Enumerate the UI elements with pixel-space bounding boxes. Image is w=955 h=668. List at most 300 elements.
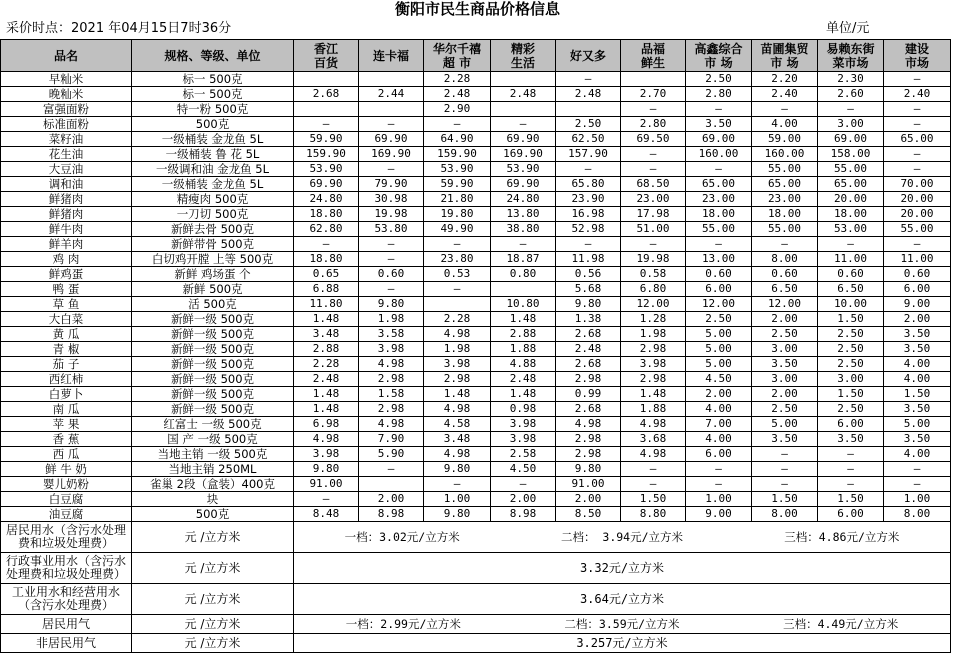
price-cell: 53.00	[818, 222, 884, 237]
price-cell: 11.98	[556, 252, 621, 267]
product-name: 花生油	[1, 147, 132, 162]
price-cell: 7.00	[686, 417, 752, 432]
price-cell: —	[359, 462, 424, 477]
price-cell: 2.58	[491, 447, 556, 462]
price-cell: 55.00	[686, 222, 752, 237]
price-cell: 65.00	[686, 177, 752, 192]
column-header: 苗圃集贸 市 场	[752, 40, 818, 72]
price-cell: 69.90	[359, 132, 424, 147]
table-row	[1, 432, 951, 447]
price-cell: 6.98	[294, 417, 359, 432]
utility-name: 工业用水和经营用水（含污水处理费）	[1, 584, 132, 615]
price-cell: 4.00	[752, 117, 818, 132]
product-name: 西红柿	[1, 372, 132, 387]
utility-price: 3.32元/立方米	[294, 553, 951, 584]
price-cell: 55.00	[884, 222, 951, 237]
price-cell: 3.00	[818, 372, 884, 387]
product-spec: 当地主销 一级 500克	[132, 447, 294, 462]
price-cell: 1.38	[556, 312, 621, 327]
product-spec: 500克	[132, 507, 294, 522]
price-cell: —	[884, 462, 951, 477]
price-cell: 169.90	[491, 147, 556, 162]
price-cell: 12.00	[686, 297, 752, 312]
product-spec: 新鲜一级 500克	[132, 342, 294, 357]
price-cell: 6.50	[818, 282, 884, 297]
price-cell: 8.80	[621, 507, 686, 522]
table-row	[1, 177, 951, 192]
price-cell: —	[884, 117, 951, 132]
price-cell: 5.00	[752, 417, 818, 432]
price-cell: 159.90	[294, 147, 359, 162]
product-spec: 新鲜一级 500克	[132, 327, 294, 342]
price-cell: —	[359, 162, 424, 177]
price-cell: 38.80	[491, 222, 556, 237]
price-cell: 69.00	[686, 132, 752, 147]
price-cell: —	[818, 477, 884, 492]
table-row	[1, 477, 951, 492]
column-header: 好又多	[556, 40, 621, 72]
price-cell: 2.98	[359, 402, 424, 417]
table-row	[1, 327, 951, 342]
price-cell: 9.80	[424, 462, 491, 477]
price-cell: 2.50	[818, 327, 884, 342]
price-cell: 2.44	[359, 87, 424, 102]
table-row	[1, 372, 951, 387]
price-cell: 18.87	[491, 252, 556, 267]
price-cell: 2.80	[621, 117, 686, 132]
utility-price: 3.64元/立方米	[294, 584, 951, 615]
price-cell: 3.98	[359, 342, 424, 357]
price-cell: 2.98	[621, 372, 686, 387]
price-cell	[491, 102, 556, 117]
price-cell: 0.60	[359, 267, 424, 282]
column-header: 华尔千禧 超 市	[424, 40, 491, 72]
price-cell: 4.98	[424, 402, 491, 417]
price-cell: 2.00	[359, 492, 424, 507]
product-spec: 精瘦肉 500克	[132, 192, 294, 207]
price-cell: 2.00	[752, 312, 818, 327]
price-cell: 65.00	[818, 177, 884, 192]
price-cell: 1.88	[621, 402, 686, 417]
price-cell: 2.60	[818, 87, 884, 102]
price-cell: —	[621, 147, 686, 162]
price-cell: 9.80	[556, 297, 621, 312]
price-cell: 69.90	[294, 177, 359, 192]
price-cell: 59.90	[424, 177, 491, 192]
price-cell: 0.80	[491, 267, 556, 282]
price-cell	[556, 102, 621, 117]
price-cell: 3.50	[752, 432, 818, 447]
price-cell: 49.90	[424, 222, 491, 237]
price-cell: 160.00	[752, 147, 818, 162]
price-cell: 5.00	[884, 417, 951, 432]
table-row	[1, 387, 951, 402]
price-cell: 2.40	[752, 87, 818, 102]
price-cell: 2.00	[686, 387, 752, 402]
table-row	[1, 237, 951, 252]
price-cell: —	[884, 147, 951, 162]
price-cell: 2.68	[556, 357, 621, 372]
price-cell: 3.48	[294, 327, 359, 342]
price-cell: 2.90	[424, 102, 491, 117]
price-cell: 53.90	[491, 162, 556, 177]
utility-price	[294, 615, 951, 634]
price-cell: 158.00	[818, 147, 884, 162]
price-cell: 160.00	[686, 147, 752, 162]
product-spec: 500克	[132, 117, 294, 132]
product-spec: 一级桶装 金龙鱼 5L	[132, 177, 294, 192]
price-cell: 5.00	[686, 327, 752, 342]
price-cell	[491, 282, 556, 297]
table-row	[1, 252, 951, 267]
price-cell: 3.98	[621, 357, 686, 372]
price-cell: 2.98	[556, 447, 621, 462]
column-header: 规格、等级、单位	[132, 40, 294, 72]
product-name: 白萝卜	[1, 387, 132, 402]
price-cell: —	[424, 117, 491, 132]
price-cell: 9.00	[686, 507, 752, 522]
price-cell: —	[818, 102, 884, 117]
price-cell: 6.00	[818, 417, 884, 432]
price-cell: —	[884, 162, 951, 177]
product-name: 菜籽油	[1, 132, 132, 147]
product-name: 西 瓜	[1, 447, 132, 462]
price-cell: 4.98	[359, 357, 424, 372]
price-cell: 3.50	[884, 327, 951, 342]
price-cell: 9.80	[359, 297, 424, 312]
column-header: 易赖东街 菜市场	[818, 40, 884, 72]
price-cell: 55.00	[752, 222, 818, 237]
price-cell: 4.98	[359, 417, 424, 432]
product-spec: 新鲜一级 500克	[132, 312, 294, 327]
price-cell: 2.68	[556, 327, 621, 342]
price-cell: —	[686, 477, 752, 492]
product-spec: 新鲜去骨 500克	[132, 222, 294, 237]
price-cell: 91.00	[294, 477, 359, 492]
price-cell: 8.50	[556, 507, 621, 522]
product-spec: 一级调和油 金龙鱼 5L	[132, 162, 294, 177]
price-body	[1, 72, 951, 522]
table-row	[1, 267, 951, 282]
price-cell: 4.58	[424, 417, 491, 432]
table-row	[1, 192, 951, 207]
product-spec: 一刀切 500克	[132, 207, 294, 222]
price-cell: 4.50	[491, 462, 556, 477]
utility-row	[1, 634, 951, 653]
price-cell: 0.53	[424, 267, 491, 282]
price-cell: 2.50	[818, 342, 884, 357]
price-cell: 0.60	[818, 267, 884, 282]
price-cell: 2.88	[491, 327, 556, 342]
price-cell: 20.00	[884, 207, 951, 222]
utility-row	[1, 615, 951, 634]
price-cell: 1.48	[621, 387, 686, 402]
price-cell: 2.28	[424, 312, 491, 327]
price-cell: 6.00	[686, 282, 752, 297]
product-name: 白豆腐	[1, 492, 132, 507]
column-header: 香江 百货	[294, 40, 359, 72]
utility-unit: 元 /立方米	[132, 553, 294, 584]
price-cell: 3.98	[491, 417, 556, 432]
price-cell: 53.80	[359, 222, 424, 237]
price-cell: 20.00	[884, 192, 951, 207]
price-cell: 2.80	[686, 87, 752, 102]
price-cell: 52.98	[556, 222, 621, 237]
price-cell: 51.00	[621, 222, 686, 237]
price-cell: —	[294, 492, 359, 507]
product-spec: 新鲜一级 500克	[132, 402, 294, 417]
price-cell: 1.00	[884, 492, 951, 507]
product-name: 晚籼米	[1, 87, 132, 102]
price-cell: —	[491, 477, 556, 492]
price-cell: 23.90	[556, 192, 621, 207]
price-cell: 19.98	[621, 252, 686, 267]
product-name: 鸭 蛋	[1, 282, 132, 297]
price-cell: 7.90	[359, 432, 424, 447]
tier-price: 二档：3.59元/立方米	[564, 616, 680, 631]
price-cell: 9.80	[294, 462, 359, 477]
table-row	[1, 342, 951, 357]
price-cell: 3.48	[424, 432, 491, 447]
price-cell	[491, 72, 556, 87]
price-cell: 159.90	[424, 147, 491, 162]
tier-price: 一档：3.02元/立方米	[344, 529, 460, 544]
product-spec: 一级桶装 金龙鱼 5L	[132, 132, 294, 147]
price-cell: 23.00	[621, 192, 686, 207]
column-header: 精彩 生活	[491, 40, 556, 72]
table-row	[1, 147, 951, 162]
price-cell: 4.98	[294, 432, 359, 447]
price-cell: 0.99	[556, 387, 621, 402]
price-cell: 0.60	[686, 267, 752, 282]
product-name: 鸡 肉	[1, 252, 132, 267]
utility-unit: 元 /立方米	[132, 615, 294, 634]
price-cell	[359, 102, 424, 117]
price-cell: 20.00	[818, 192, 884, 207]
price-cell: —	[491, 117, 556, 132]
price-cell: 4.00	[884, 357, 951, 372]
price-cell: 10.00	[818, 297, 884, 312]
utility-name: 非居民用气	[1, 634, 132, 653]
price-table	[0, 39, 951, 653]
product-spec: 雀巢 2段（盒装）400克	[132, 477, 294, 492]
price-cell: 1.48	[294, 402, 359, 417]
price-cell: 70.00	[884, 177, 951, 192]
price-cell: 59.90	[294, 132, 359, 147]
utility-body	[1, 522, 951, 653]
price-cell: 13.00	[686, 252, 752, 267]
price-cell: 2.48	[294, 372, 359, 387]
page-title: 衡阳市民生商品价格信息	[394, 0, 560, 18]
price-cell: 5.00	[686, 357, 752, 372]
utility-name: 居民用水（含污水处理费和垃圾处理费）	[1, 522, 132, 553]
price-cell: —	[424, 282, 491, 297]
utility-price: 3.257元/立方米	[294, 634, 951, 653]
price-cell: 0.58	[621, 267, 686, 282]
price-cell: 3.98	[294, 447, 359, 462]
price-cell: 2.40	[884, 87, 951, 102]
price-cell: 24.80	[491, 192, 556, 207]
tier-price: 三档：4.86元/立方米	[784, 529, 900, 544]
table-row	[1, 417, 951, 432]
price-cell: 2.50	[556, 117, 621, 132]
price-cell: 2.50	[686, 312, 752, 327]
table-row	[1, 132, 951, 147]
price-cell: 157.90	[556, 147, 621, 162]
product-spec: 标一 500克	[132, 87, 294, 102]
product-name: 富强面粉	[1, 102, 132, 117]
price-cell: 11.00	[818, 252, 884, 267]
price-cell: 2.98	[359, 372, 424, 387]
price-cell: —	[686, 162, 752, 177]
table-row	[1, 222, 951, 237]
price-cell: 3.00	[752, 372, 818, 387]
price-cell: 169.90	[359, 147, 424, 162]
price-cell: 69.90	[491, 177, 556, 192]
price-cell: —	[884, 102, 951, 117]
product-spec: 新鲜 鸡场蛋 个	[132, 267, 294, 282]
price-cell: 1.48	[491, 387, 556, 402]
product-name: 黄 瓜	[1, 327, 132, 342]
product-name: 鲜牛肉	[1, 222, 132, 237]
price-cell: 5.68	[556, 282, 621, 297]
product-name: 鲜猪肉	[1, 192, 132, 207]
price-cell: 6.00	[686, 447, 752, 462]
price-cell: 23.80	[424, 252, 491, 267]
price-cell: 5.90	[359, 447, 424, 462]
utility-unit: 元 /立方米	[132, 634, 294, 653]
price-cell: 2.88	[294, 342, 359, 357]
price-cell: 3.00	[752, 342, 818, 357]
price-cell: 1.58	[359, 387, 424, 402]
table-row	[1, 297, 951, 312]
price-cell: 2.20	[752, 72, 818, 87]
price-cell: 23.00	[752, 192, 818, 207]
tier-price: 三档：4.49元/立方米	[783, 616, 899, 631]
price-cell: 1.00	[686, 492, 752, 507]
table-row	[1, 357, 951, 372]
price-cell: 2.70	[621, 87, 686, 102]
price-cell: 91.00	[556, 477, 621, 492]
price-cell: 79.90	[359, 177, 424, 192]
price-cell: 2.30	[818, 72, 884, 87]
price-cell: 4.00	[884, 447, 951, 462]
price-cell: —	[359, 237, 424, 252]
column-header: 品名	[1, 40, 132, 72]
price-cell: 4.00	[884, 372, 951, 387]
price-cell: 3.50	[884, 432, 951, 447]
price-cell: 55.00	[752, 162, 818, 177]
price-cell: 0.98	[491, 402, 556, 417]
price-cell: 3.98	[424, 357, 491, 372]
price-cell: 53.90	[294, 162, 359, 177]
price-cell: 1.48	[294, 387, 359, 402]
price-cell: 69.50	[621, 132, 686, 147]
price-cell: —	[556, 72, 621, 87]
price-cell: 11.00	[884, 252, 951, 267]
price-cell	[621, 72, 686, 87]
price-cell: —	[621, 102, 686, 117]
price-cell: 0.56	[556, 267, 621, 282]
price-cell: 2.00	[491, 492, 556, 507]
price-cell: 4.98	[424, 327, 491, 342]
price-cell: 2.98	[621, 342, 686, 357]
unit-label: 单位/元	[826, 21, 870, 36]
price-cell: 2.28	[424, 72, 491, 87]
price-cell: 55.00	[818, 162, 884, 177]
price-cell	[294, 72, 359, 87]
price-cell: 1.00	[424, 492, 491, 507]
utility-row	[1, 522, 951, 553]
product-name: 香 蕉	[1, 432, 132, 447]
price-cell: 2.00	[556, 492, 621, 507]
price-cell: 2.50	[818, 357, 884, 372]
price-cell: 6.80	[621, 282, 686, 297]
price-cell: 2.68	[556, 402, 621, 417]
price-cell: 6.88	[294, 282, 359, 297]
product-name: 早籼米	[1, 72, 132, 87]
product-name: 油豆腐	[1, 507, 132, 522]
table-row	[1, 87, 951, 102]
price-cell: 2.00	[884, 312, 951, 327]
price-cell: 12.00	[752, 297, 818, 312]
price-cell: 2.48	[491, 372, 556, 387]
product-name: 鲜猪肉	[1, 207, 132, 222]
price-cell: 2.48	[556, 87, 621, 102]
price-cell: —	[359, 252, 424, 267]
price-cell: 2.28	[294, 357, 359, 372]
price-cell: —	[294, 117, 359, 132]
price-cell: 1.48	[491, 312, 556, 327]
price-cell: —	[621, 237, 686, 252]
price-cell: —	[621, 462, 686, 477]
utility-row	[1, 553, 951, 584]
price-cell: 2.98	[556, 432, 621, 447]
price-cell: 2.00	[752, 387, 818, 402]
product-name: 苹 果	[1, 417, 132, 432]
price-cell: 69.00	[818, 132, 884, 147]
table-row	[1, 117, 951, 132]
price-cell: 18.00	[752, 207, 818, 222]
product-name: 茄 子	[1, 357, 132, 372]
price-cell: 9.80	[556, 462, 621, 477]
price-cell: 2.48	[424, 87, 491, 102]
price-cell: —	[424, 477, 491, 492]
column-header: 品福 鲜生	[621, 40, 686, 72]
price-cell: 64.90	[424, 132, 491, 147]
price-cell: —	[556, 162, 621, 177]
price-cell: 17.98	[621, 207, 686, 222]
price-cell: —	[818, 447, 884, 462]
price-cell: 16.98	[556, 207, 621, 222]
price-cell	[359, 72, 424, 87]
price-cell: 1.50	[818, 492, 884, 507]
price-cell: 6.50	[752, 282, 818, 297]
price-cell: 11.80	[294, 297, 359, 312]
price-cell: 2.98	[424, 372, 491, 387]
price-cell: 2.48	[556, 342, 621, 357]
product-name: 大白菜	[1, 312, 132, 327]
product-name: 鲜羊肉	[1, 237, 132, 252]
price-cell: 2.68	[294, 87, 359, 102]
price-cell: 65.00	[884, 132, 951, 147]
utility-unit: 元 /立方米	[132, 522, 294, 553]
price-cell: —	[752, 477, 818, 492]
price-cell: 2.50	[752, 402, 818, 417]
price-cell: 23.00	[686, 192, 752, 207]
price-cell: 1.98	[621, 327, 686, 342]
price-cell: 4.98	[621, 417, 686, 432]
